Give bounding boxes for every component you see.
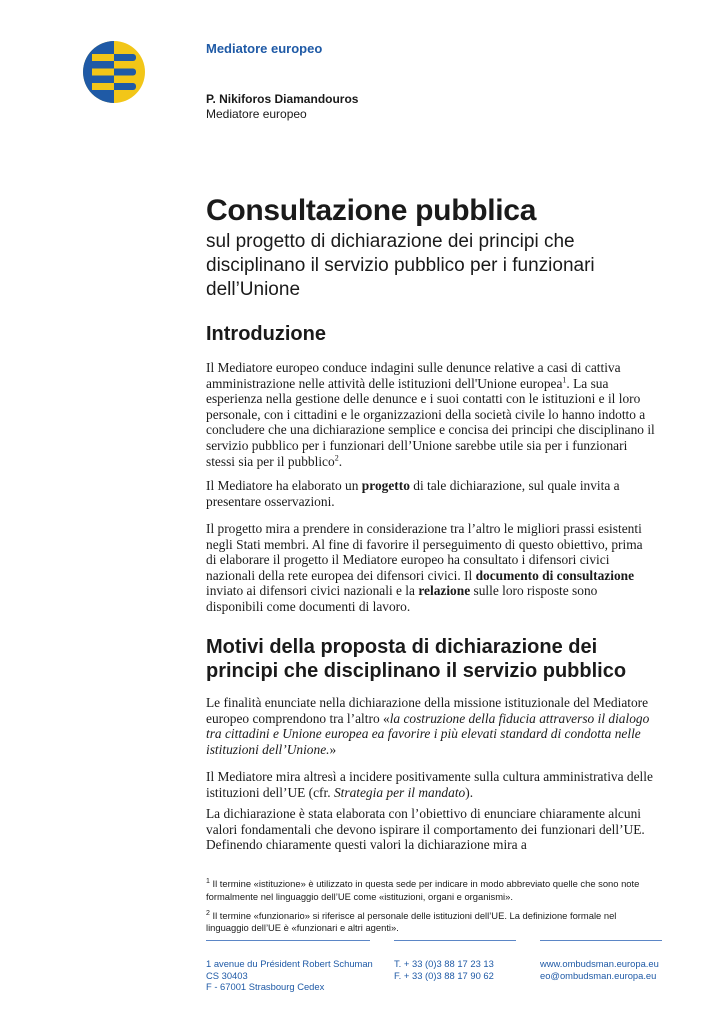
paragraph-text: di tale dichiarazione, sul quale invita a presentare osservazioni. xyxy=(206,478,620,509)
footer-divider xyxy=(540,940,662,941)
paragraph-text: Il progetto mira a prendere in considerazione tra l’altro le migliori prassi esistenti negli Stati membri. Al fine di favorire il perseguimento di questo obiettivo, prima di elaborare il progetto il Mediatore europeo ha consultato i difensori civici nazionali della rete europea dei difensori civici. Il xyxy=(206,521,643,583)
paragraph-motivi-2 xyxy=(206,769,656,800)
footer-divider xyxy=(394,940,516,941)
relazione-link[interactable]: relazione xyxy=(418,583,471,599)
footnote-number: 1 xyxy=(206,878,210,885)
footnote-number: 2 xyxy=(206,909,210,917)
footer-web xyxy=(540,958,659,981)
paragraph-text: » xyxy=(329,741,337,757)
footnote-2 xyxy=(206,908,656,935)
footer-phone xyxy=(394,958,494,981)
european-ombudsman-logo xyxy=(82,40,146,104)
address-line: 1 avenue du Président Robert Schuman xyxy=(206,958,373,969)
signatory-block xyxy=(206,92,358,122)
documento-di-consultazione-link[interactable]: documento di consultazione xyxy=(475,567,635,583)
paragraph-motivi-3: La dichiarazione è stata elaborata con l’obiettivo di enunciare chiaramente alcuni valori fondamentali che devono ispirare il comportamento dei funzionari dell’UE. Definendo chiaramente questi valori la dichiarazione mira a xyxy=(206,806,645,853)
footnote-ref-2[interactable]: 2 xyxy=(334,453,339,463)
email-link[interactable]: eo@ombudsman.europa.eu xyxy=(540,969,657,981)
address-line: CS 30403 xyxy=(206,969,248,981)
paragraph-text: Il Mediatore mira altresì a incidere positivamente sulla cultura amministrativa delle istituzioni dell’UE (cfr. xyxy=(206,769,653,800)
mission-quote: la costruzione della fiducia attraverso il dialogo tra cittadini e Unione europea ea favorire i più elevati standard di condotta nelle istituzioni dell’Unione. xyxy=(206,710,650,757)
paragraph-text: inviato ai difensori civici nazionali e la xyxy=(206,583,419,599)
paragraph-text: Il Mediatore ha elaborato un xyxy=(206,478,362,493)
signatory-role: Mediatore europeo xyxy=(206,107,307,121)
paragraph-intro-3 xyxy=(206,521,656,615)
paragraph-text: Il Mediatore europeo conduce indagini sulle denunce relative a casi di cattiva amministrazione nelle attività delle istituzioni dell'Unione europea xyxy=(206,360,621,391)
paragraph-text: . La sua esperienza nella gestione delle denunce e i suoi contatti con le istituzioni e il loro personale, con i cittadini e le organizzazioni della società civile lo hanno indotto a concludere che una dichiarazione semplice e concisa dei principi che disciplinano il servizio pubblico per i funzionari dell’Unione sarebbe utile sia per i funzionari stessi sia per il pubblico xyxy=(206,375,655,469)
progetto-link[interactable]: progetto xyxy=(361,478,410,493)
paragraph-intro-1 xyxy=(206,360,656,469)
signatory-name: P. Nikiforos Diamandouros xyxy=(206,92,359,106)
section-heading-motivi: Motivi della proposta di dichiarazione dei principi che disciplinano il servizio pubblico xyxy=(206,636,627,682)
paragraph-text: Le finalità enunciate nella dichiarazione della missione istituzionale del Mediatore europeo comprendono tra l’altro « xyxy=(206,695,649,726)
address-line: F - 67001 Strasbourg Cedex xyxy=(206,981,325,992)
footnote-1 xyxy=(206,876,656,903)
fax-number: F. + 33 (0)3 88 17 90 62 xyxy=(394,969,494,981)
footnote-text: Il termine «istituzione» è utilizzato in questa sede per indicare in modo abbreviato quelle che sono note formalmente nel linguaggio dell’UE come «istituzioni, organi e organismi». xyxy=(206,878,640,902)
document-subtitle: sul progetto di dichiarazione dei principi che disciplinano il servizio pubblico per i funzionari dell’Unione xyxy=(206,231,595,300)
paragraph-text: ). xyxy=(465,784,474,800)
footer-address xyxy=(206,958,373,993)
section-heading-introduzione: Introduzione xyxy=(206,323,326,345)
footnote-text: Il termine «funzionario» si riferisce al personale delle istituzioni dell’UE. La definizione formale nel linguaggio dell’UE è «funzionari e altri agenti». xyxy=(206,910,617,934)
document-title: Consultazione pubblica xyxy=(206,194,537,227)
footnotes xyxy=(206,876,656,940)
paragraph-text: sulle loro risposte sono disponibili come documenti di lavoro. xyxy=(206,583,598,614)
paragraph-intro-2 xyxy=(206,478,656,509)
paragraph-motivi-1 xyxy=(206,695,656,757)
strategia-reference: Strategia per il mandato xyxy=(333,784,466,800)
header-organization: Mediatore europeo xyxy=(206,41,323,56)
footer-divider xyxy=(206,940,370,941)
website-link[interactable]: www.ombudsman.europa.eu xyxy=(540,958,659,969)
paragraph-text: . xyxy=(338,453,343,469)
phone-number[interactable]: T. + 33 (0)3 88 17 23 13 xyxy=(394,958,494,969)
footnote-ref-1[interactable]: 1 xyxy=(562,375,567,385)
